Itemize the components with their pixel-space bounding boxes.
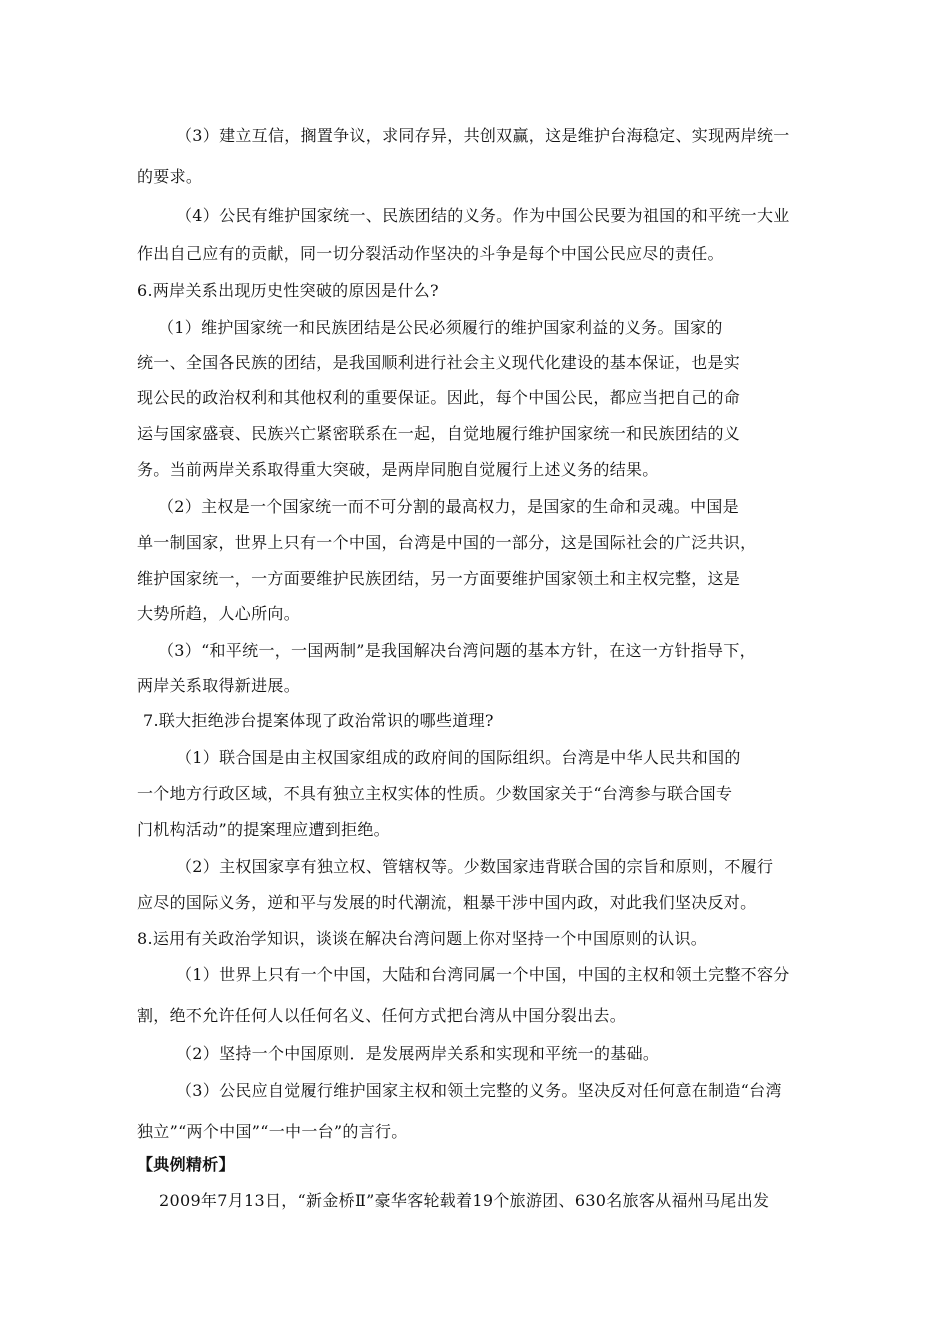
text-line: 门机构活动”的提案理应遭到拒绝。 xyxy=(137,820,390,839)
text-line: （2）主权国家享有独立权、管辖权等。少数国家违背联合国的宗旨和原则，不履行 xyxy=(176,857,774,876)
text-line: 大势所趋，人心所向。 xyxy=(137,604,301,623)
text-line: 一个地方行政区域，不具有独立主权实体的性质。少数国家关于“台湾参与联合国专 xyxy=(137,784,733,803)
text-line: （2）坚持一个中国原则．是发展两岸关系和实现和平统一的基础。 xyxy=(176,1044,660,1063)
text-line: （1）世界上只有一个中国，大陆和台湾同属一个中国，中国的主权和领土完整不容分 xyxy=(176,965,790,984)
text-line: 单一制国家，世界上只有一个中国，台湾是中国的一部分，这是国际社会的广泛共识， xyxy=(137,533,757,552)
question-heading: 7.联大拒绝涉台提案体现了政治常识的哪些道理? xyxy=(143,711,494,730)
text-line: 统一、全国各民族的团结，是我国顺利进行社会主义现代化建设的基本保证，也是实 xyxy=(137,353,741,372)
text-line: （3）公民应自觉履行维护国家主权和领土完整的义务。坚决反对任何意在制造“台湾 xyxy=(176,1081,782,1100)
section-heading: 【典例精析】 xyxy=(137,1155,235,1174)
text-line: 2009年7月13日，“新金桥Ⅱ”豪华客轮载着19个旅游团、630名旅客从福州马尾出发 xyxy=(159,1191,770,1210)
text-line: 割，绝不允许任何人以任何名义、任何方式把台湾从中国分裂出去。 xyxy=(137,1006,627,1025)
question-heading: 6.两岸关系出现历史性突破的原因是什么? xyxy=(137,281,439,300)
text-line: （1）维护国家统一和民族团结是公民必须履行的维护国家利益的义务。国家的 xyxy=(158,318,723,337)
text-line: 作出自己应有的贡献，同一切分裂活动作坚决的斗争是每个中国公民应尽的责任。 xyxy=(137,244,724,263)
text-line: （4）公民有维护国家统一、民族团结的义务。作为中国公民要为祖国的和平统一大业 xyxy=(176,206,790,225)
text-line: 独立”“两个中国”“一中一台”的言行。 xyxy=(137,1122,408,1141)
question-heading: 8.运用有关政治学知识，谈谈在解决台湾问题上你对坚持一个中国原则的认识。 xyxy=(137,929,708,948)
text-line: 维护国家统一，一方面要维护民族团结，另一方面要维护国家领土和主权完整，这是 xyxy=(137,569,741,588)
text-line: （1）联合国是由主权国家组成的政府间的国际组织。台湾是中华人民共和国的 xyxy=(176,748,741,767)
text-line: 运与国家盛衰、民族兴亡紧密联系在一起，自觉地履行维护国家统一和民族团结的义 xyxy=(137,424,741,443)
text-line: 应尽的国际义务，逆和平与发展的时代潮流，粗暴干涉中国内政，对此我们坚决反对。 xyxy=(137,893,757,912)
text-line: 务。当前两岸关系取得重大突破，是两岸同胞自觉履行上述义务的结果。 xyxy=(137,460,659,479)
text-line: 的要求。 xyxy=(137,167,203,186)
text-line: （3）“和平统一，一国两制”是我国解决台湾问题的基本方针，在这一方针指导下， xyxy=(158,641,756,660)
text-line: （2）主权是一个国家统一而不可分割的最高权力，是国家的生命和灵魂。中国是 xyxy=(158,497,739,516)
text-line: 现公民的政治权利和其他权利的重要保证。因此，每个中国公民，都应当把自己的命 xyxy=(137,388,741,407)
text-line: 两岸关系取得新进展。 xyxy=(137,676,301,695)
text-line: （3）建立互信，搁置争议，求同存异，共创双赢，这是维护台海稳定、实现两岸统一 xyxy=(176,126,790,145)
